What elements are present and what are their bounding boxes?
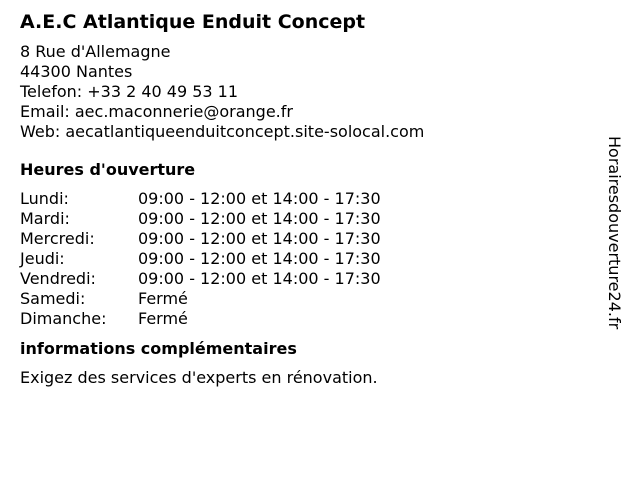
opening-hours-heading: Heures d'ouverture (20, 160, 196, 179)
additional-info-heading: informations complémentaires (20, 339, 297, 358)
street-address: 8 Rue d'Allemagne (20, 42, 171, 61)
business-name: A.E.C Atlantique Enduit Concept (20, 11, 366, 33)
contact-block (20, 42, 600, 142)
city-postcode: 44300 Nantes (20, 62, 133, 81)
hours-day-label: Samedi: (20, 289, 86, 308)
hours-day-label: Mercredi: (20, 229, 95, 248)
hours-day-label: Mardi: (20, 209, 70, 228)
opening-hours-table (20, 189, 600, 329)
hours-time-value: 09:00 - 12:00 et 14:00 - 17:30 (138, 269, 381, 288)
site-watermark-label: Horairesdouverture24.fr (605, 136, 624, 330)
additional-info-text: Exigez des services d'experts en rénovation. (20, 368, 378, 387)
hours-day-label: Jeudi: (20, 249, 65, 268)
hours-time-value: Fermé (138, 309, 188, 328)
hours-time-value: Fermé (138, 289, 188, 308)
hours-time-value: 09:00 - 12:00 et 14:00 - 17:30 (138, 209, 381, 228)
hours-time-value: 09:00 - 12:00 et 14:00 - 17:30 (138, 249, 381, 268)
phone-number: Telefon: +33 2 40 49 53 11 (20, 82, 239, 101)
hours-day-label: Vendredi: (20, 269, 96, 288)
hours-day-label: Dimanche: (20, 309, 107, 328)
email-address: Email: aec.maconnerie@orange.fr (20, 102, 293, 121)
website-address: Web: aecatlantiqueenduitconcept.site-solocal.com (20, 122, 425, 141)
business-card (20, 10, 600, 388)
hours-day-label: Lundi: (20, 189, 69, 208)
hours-time-value: 09:00 - 12:00 et 14:00 - 17:30 (138, 189, 381, 208)
hours-time-value: 09:00 - 12:00 et 14:00 - 17:30 (138, 229, 381, 248)
